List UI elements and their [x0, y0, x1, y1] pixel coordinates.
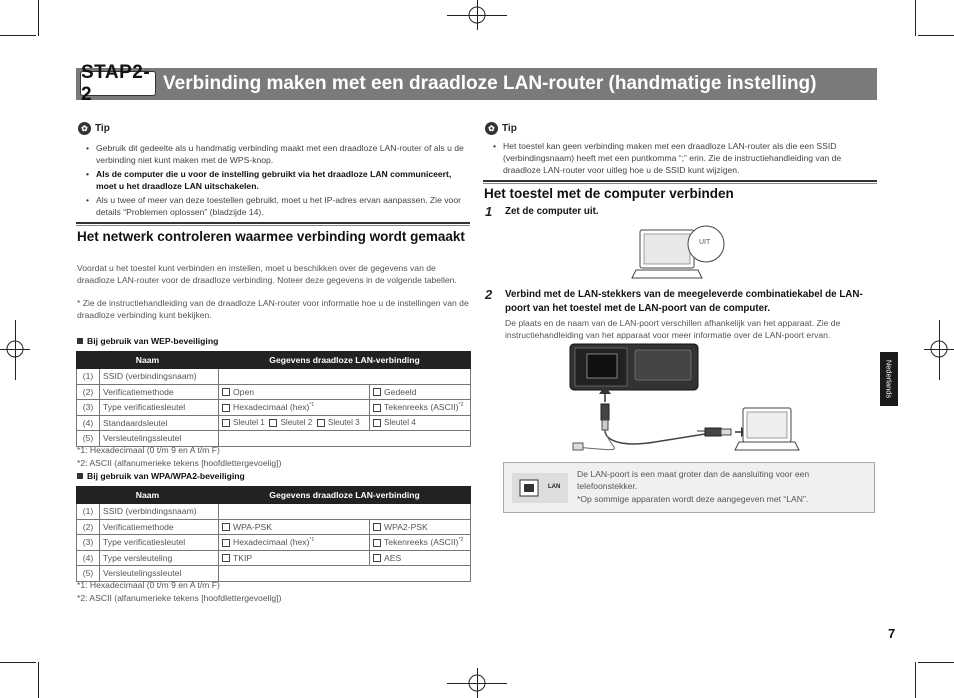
checkbox-icon — [373, 388, 381, 396]
table-row: (4) Type versleuteling TKIP AES — [77, 550, 471, 566]
section-rule — [76, 222, 470, 224]
checkbox-option[interactable]: AES — [370, 550, 471, 566]
lan-label: LAN — [548, 484, 561, 490]
tip-icon: ✿ — [78, 122, 91, 135]
tip-list — [485, 140, 875, 176]
step-number: 1 — [485, 204, 493, 219]
footnote: *2: ASCII (alfanumerieke tekens [hoofdlettergevoelig]) — [77, 458, 282, 468]
column-header: Gegevens draadloze LAN-verbinding — [219, 352, 471, 369]
table-row: (5) Versleutelingssleutel — [77, 431, 471, 447]
checkbox-option[interactable]: Tekenreeks (ASCII)$^{*2}$ — [370, 400, 471, 416]
lan-connection-illustration — [565, 342, 855, 457]
checkbox-option[interactable]: Hexadecimaal (hex)$^{*1}$ — [219, 535, 370, 551]
footnote: *2: ASCII (alfanumerieke tekens [hoofdlettergevoelig]) — [77, 593, 282, 603]
section-title: Het toestel met de computer verbinden — [484, 186, 734, 201]
table-row: (2) Verificatiemethode WPA-PSK WPA2-PSK — [77, 519, 471, 535]
checkbox-option[interactable]: Sleutel 4 — [373, 418, 416, 427]
intro-text: Voordat u het toestel kunt verbinden en instellen, moet u beschikken over de gegevens van de draadloze LAN-router voor de draadloze verbinding. Noteer deze gegevens in de volgende tabellen. — [77, 263, 457, 285]
tip-icon: ✿ — [485, 122, 498, 135]
checkbox-option[interactable]: Sleutel 3 — [317, 418, 360, 427]
note-text: De LAN-poort is een maat groter dan de aansluiting voor een telefoonstekker. — [577, 469, 810, 491]
checkbox-option[interactable]: WPA2-PSK — [370, 519, 471, 535]
step-text: Zet de computer uit. — [505, 206, 599, 217]
checkbox-icon — [222, 554, 230, 562]
checkbox-option[interactable]: Gedeeld — [370, 384, 471, 400]
tip-heading: ✿ Tip — [78, 122, 470, 135]
list-item: • Gebruik dit gedeelte als u handmatig verbinding maakt met een draadloze LAN-router of als u de verbinding niet kunt maken met de WPS-knop. — [78, 142, 470, 166]
list-item: • Het toestel kan geen verbinding maken met een draadloze LAN-router als die een SSID (verbindingsnaam) heeft met een puntkomma “;” erin. Zie de instructiehandleiding van de draadloze LAN-router voor uitleg hoe u de SSID kunt wijzigen. — [485, 140, 875, 176]
input-cell[interactable] — [219, 504, 471, 520]
square-bullet-icon — [77, 338, 83, 344]
checkbox-icon — [373, 554, 381, 562]
step-subtext: De plaats en de naam van de LAN-poort verschillen afhankelijk van het apparaat. Zie de instructiehandleiding van het apparaat voor meer informatie over de LAN-poort ervan. — [505, 318, 841, 340]
checkbox-icon — [269, 419, 277, 427]
step-badge: STAP2-2 — [80, 71, 156, 96]
laptop-off-illustration — [630, 222, 730, 282]
wpa-table — [76, 486, 471, 582]
square-bullet-icon — [77, 473, 83, 479]
checkbox-icon — [317, 419, 325, 427]
list-item: • Als de computer die u voor de instelling gebruikt via het draadloze LAN communiceert, moet u het draadloze LAN uitschakelen. — [78, 168, 470, 192]
footnote: *1: Hexadecimaal (0 t/m 9 en A t/m F) — [77, 445, 220, 455]
wpa-heading: Bij gebruik van WPA/WPA2-beveiliging — [77, 471, 245, 481]
step-number: 2 — [485, 287, 493, 302]
tip-list — [78, 142, 470, 218]
checkbox-option[interactable]: Open — [219, 384, 370, 400]
footnote: *1: Hexadecimaal (0 t/m 9 en A t/m F) — [77, 580, 220, 590]
column-header: Gegevens draadloze LAN-verbinding — [219, 487, 471, 504]
input-cell[interactable] — [219, 566, 471, 582]
column-header: Naam — [77, 352, 219, 369]
wep-table — [76, 351, 471, 447]
table-row: (3) Type verificatiesleutel Hexadecimaal (hex)$^{*1}$ Tekenreeks (ASCII)$^{*2}$ — [77, 535, 471, 551]
intro-note: * Zie de instructiehandleiding van de draadloze LAN-router voor informatie hoe u de instellingen van de draadloze verbinding kunt bekijken. — [77, 298, 469, 320]
table-row: (5) Versleutelingssleutel — [77, 566, 471, 582]
wep-heading: Bij gebruik van WEP-beveiliging — [77, 336, 218, 346]
section-rule — [483, 183, 877, 184]
checkbox-icon — [373, 539, 381, 547]
table-row: (4) Standaardsleutel Sleutel 1 Sleutel 2 Sleutel 3 Sleutel 4 — [77, 415, 471, 431]
page-title: Verbinding maken met een draadloze LAN-router (handmatige instelling) — [163, 73, 817, 94]
checkbox-option[interactable]: Sleutel 2 — [269, 418, 312, 427]
column-header: Naam — [77, 487, 219, 504]
checkbox-icon — [373, 419, 381, 427]
checkbox-icon — [222, 419, 230, 427]
checkbox-option[interactable]: Hexadecimaal (hex)$^{*1}$ — [219, 400, 370, 416]
checkbox-option[interactable]: WPA-PSK — [219, 519, 370, 535]
checkbox-icon — [373, 523, 381, 531]
table-row: (1) SSID (verbindingsnaam) — [77, 504, 471, 520]
checkbox-option[interactable]: Tekenreeks (ASCII)$^{*2}$ — [370, 535, 471, 551]
checkbox-icon — [373, 404, 381, 412]
right-tip — [485, 122, 875, 178]
note-text: *Op sommige apparaten wordt deze aangegeven met “LAN”. — [577, 494, 809, 504]
section-rule — [76, 225, 470, 226]
left-tip — [78, 122, 470, 220]
section-rule — [483, 180, 877, 182]
checkbox-icon — [222, 539, 230, 547]
checkbox-icon — [222, 404, 230, 412]
table-row: (1) SSID (verbindingsnaam) — [77, 369, 471, 385]
page-number: 7 — [888, 626, 896, 641]
step-text: Verbind met de LAN-stekkers van de meegeleverde combinatiekabel de LAN-poort van het toestel met de LAN-poort van de computer. — [505, 289, 863, 314]
table-row: (3) Type verificatiesleutel Hexadecimaal (hex)$^{*1}$ Tekenreeks (ASCII)$^{*2}$ — [77, 400, 471, 416]
input-cell[interactable] — [219, 431, 471, 447]
off-label: UIT — [699, 239, 711, 246]
table-row: (2) Verificatiemethode Open Gedeeld — [77, 384, 471, 400]
checkbox-option[interactable]: Sleutel 1 — [222, 418, 265, 427]
language-tab: Nederlands — [880, 352, 898, 406]
list-item: • Als u twee of meer van deze toestellen gebruikt, moet u het IP-adres ervan aanpassen. Zie voor details “Problemen oplossen” (bladzijde 14). — [78, 194, 470, 218]
checkbox-icon — [222, 388, 230, 396]
checkbox-icon — [222, 523, 230, 531]
checkbox-option[interactable]: TKIP — [219, 550, 370, 566]
input-cell[interactable] — [219, 369, 471, 385]
section-title: Het netwerk controleren waarmee verbinding wordt gemaakt — [77, 229, 465, 244]
tip-heading: ✿ Tip — [485, 122, 875, 135]
